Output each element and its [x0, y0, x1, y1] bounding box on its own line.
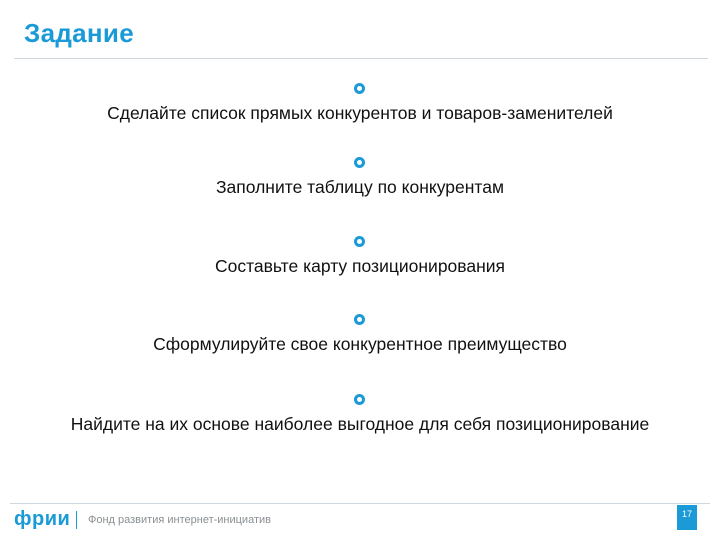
task-item	[0, 236, 720, 300]
task-item	[0, 157, 720, 221]
ring-bullet-icon	[354, 314, 365, 325]
footer-divider	[10, 503, 710, 504]
task-item	[0, 83, 720, 147]
task-text: Сформулируйте свое конкурентное преимущество	[153, 334, 567, 354]
task-text: Найдите на их основе наиболее выгодное для себя позиционирование	[70, 414, 650, 434]
organization-name: Фонд развития интернет-инициатив	[88, 514, 271, 526]
task-item	[0, 314, 720, 378]
ring-bullet-icon	[354, 83, 365, 94]
ring-bullet-icon	[354, 394, 365, 405]
ring-bullet-icon	[354, 157, 365, 168]
task-text: Составьте карту позиционирования	[214, 256, 506, 276]
task-text: Сделайте список прямых конкурентов и товаров-заменителей	[107, 103, 613, 123]
frii-logo: фрии	[14, 508, 71, 530]
task-text: Заполните таблицу по конкурентам	[215, 177, 505, 197]
task-item	[0, 394, 720, 458]
page-number-badge: 17	[677, 505, 697, 530]
logo-separator	[76, 511, 77, 529]
ring-bullet-icon	[354, 236, 365, 247]
slide-title: Задание	[24, 18, 134, 48]
